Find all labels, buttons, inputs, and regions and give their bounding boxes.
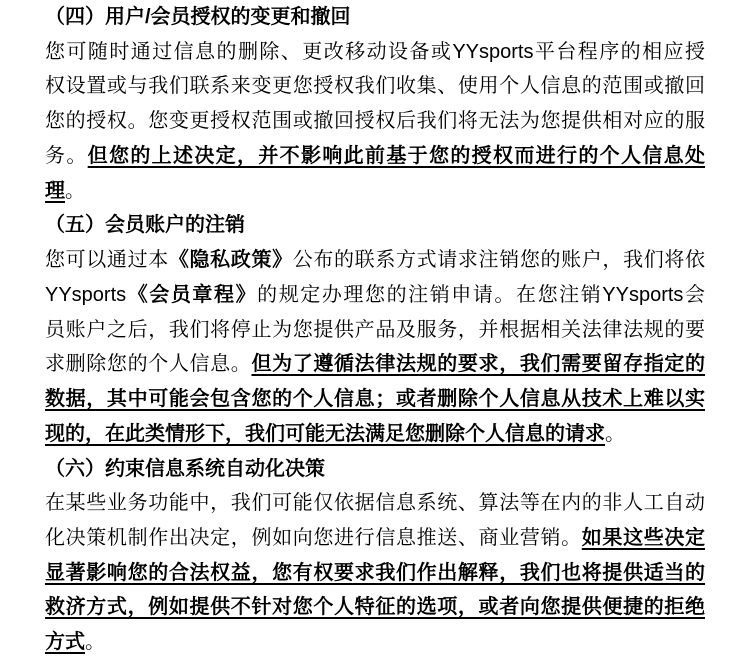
text-segment: 方式 bbox=[45, 631, 85, 654]
section-heading bbox=[45, 452, 705, 487]
text-segment: 《会员章程》 bbox=[126, 283, 258, 306]
text-segment: 权设置或与我们联系来变更您授权我们收集、使用个人信息的范围或撤回 bbox=[45, 75, 705, 98]
text-line bbox=[45, 69, 705, 104]
text-segment: 数据，其中可能会包含您的个人信息；或者删除个人信息从技术上难以实 bbox=[45, 388, 705, 411]
text-line bbox=[45, 417, 705, 452]
text-segment: 务。 bbox=[45, 144, 88, 167]
text-segment: 。 bbox=[85, 631, 105, 654]
text-line bbox=[45, 174, 705, 209]
text-segment: 您可随时通过信息的删除、更改移动设备或YYsports平台程序的相应授 bbox=[45, 40, 705, 63]
text-segment: 求删除您的个人信息。 bbox=[45, 353, 252, 376]
text-segment: 显著影响您的合法权益，您有权要求我们作出解释，我们也将提供适当的 bbox=[45, 561, 705, 584]
text-line bbox=[45, 521, 705, 556]
text-segment: 理 bbox=[45, 179, 65, 202]
text-segment: 《隐私政策》 bbox=[168, 249, 293, 272]
text-line bbox=[45, 278, 705, 313]
text-segment: 但为了遵循法律法规的要求，我们需要留存指定的 bbox=[251, 353, 705, 376]
text-segment: 员账户之后，我们将停止为您提供产品及服务，并根据相关法律法规的要 bbox=[45, 318, 705, 341]
text-segment: YYsports bbox=[45, 283, 127, 306]
text-line bbox=[45, 35, 705, 70]
section-heading bbox=[45, 208, 705, 243]
text-line bbox=[45, 313, 705, 348]
text-segment: 公布的联系方式请求注销您的账户，我们将依 bbox=[292, 249, 705, 272]
text-segment: 在某些业务功能中，我们可能仅依据信息系统、算法等在内的非人工自动 bbox=[45, 492, 705, 515]
document-body bbox=[45, 0, 705, 660]
text-segment: 。 bbox=[605, 422, 625, 445]
text-line bbox=[45, 556, 705, 591]
text-line bbox=[45, 347, 705, 382]
text-line bbox=[45, 486, 705, 521]
text-line bbox=[45, 590, 705, 625]
text-segment: 但您的上述决定，并不影响此前基于您的授权而进行的个人信息处 bbox=[87, 144, 705, 167]
text-segment: （五）会员账户的注销 bbox=[45, 214, 245, 237]
text-segment: 。 bbox=[65, 179, 85, 202]
text-segment: （六）约束信息系统自动化决策 bbox=[45, 457, 325, 480]
text-segment: 的规定办理您的注销申请。在您注销YYsports会 bbox=[257, 283, 705, 306]
text-segment: （四）用户/会员授权的变更和撤回 bbox=[45, 6, 351, 28]
text-segment: 如果这些决定 bbox=[581, 527, 705, 550]
text-segment: 您的授权。您变更授权范围或撤回授权后我们将无法为您提供相对应的服 bbox=[45, 110, 705, 133]
text-segment: 救济方式，例如提供不针对您个人特征的选项，或者向您提供便捷的拒绝 bbox=[45, 596, 705, 619]
text-segment: 化决策机制作出决定，例如向您进行信息推送、商业营销。 bbox=[45, 527, 582, 550]
section-heading bbox=[45, 0, 705, 35]
text-segment: 现的，在此类情形下，我们可能无法满足您删除个人信息的请求 bbox=[45, 422, 605, 445]
text-line bbox=[45, 625, 705, 660]
text-line bbox=[45, 139, 705, 174]
text-line bbox=[45, 382, 705, 417]
text-line bbox=[45, 243, 705, 278]
text-line bbox=[45, 104, 705, 139]
text-segment: 您可以通过本 bbox=[45, 249, 169, 272]
